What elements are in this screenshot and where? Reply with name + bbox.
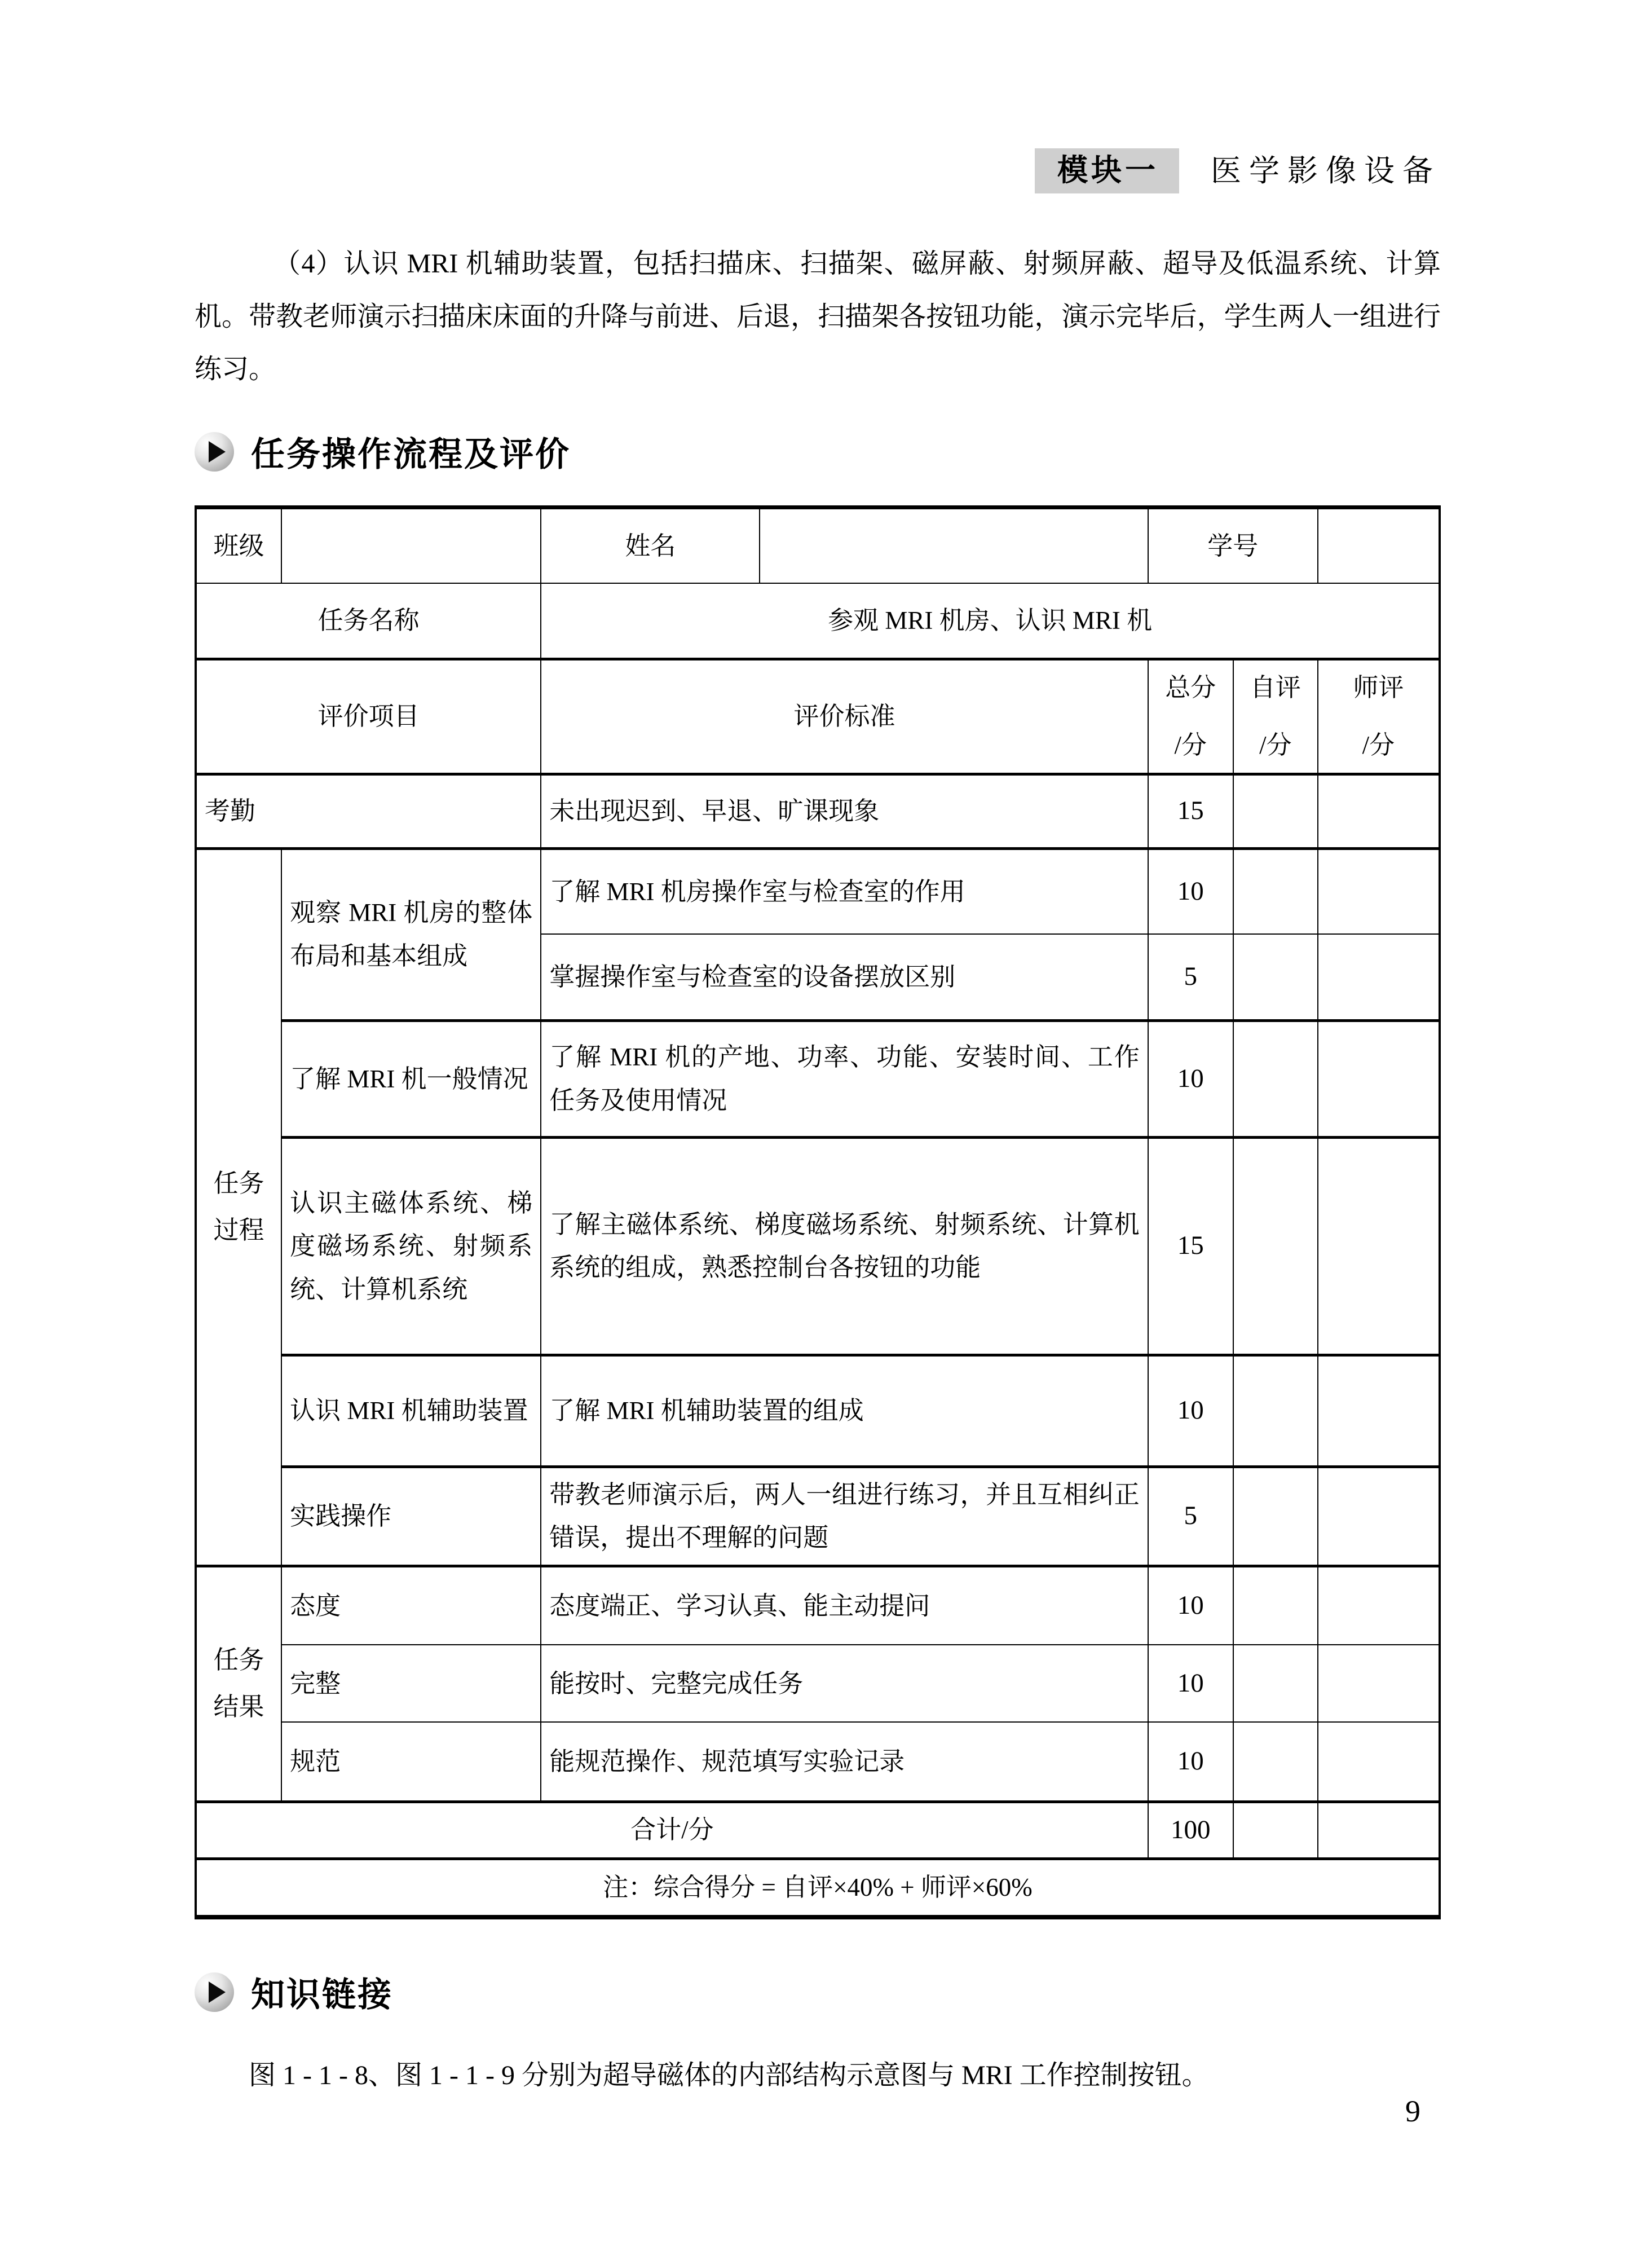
cell-item: 态度 (281, 1566, 541, 1645)
cell-self-blank (1233, 1137, 1318, 1355)
cell-score: 10 (1148, 1645, 1233, 1722)
row-process-systems (196, 1137, 1440, 1355)
cell-score: 10 (1148, 1355, 1233, 1467)
cell-criteria: 态度端正、学习认真、能主动提问 (541, 1566, 1148, 1645)
row-process-general (196, 1020, 1440, 1137)
cell-header-total (1148, 659, 1233, 774)
cell-criteria: 了解主磁体系统、梯度磁场系统、射频系统、计算机系统的组成，熟悉控制台各按钮的功能 (541, 1137, 1148, 1355)
header-self-line2: /分 (1259, 731, 1292, 760)
cell-self-blank (1233, 1566, 1318, 1645)
closing-paragraph: 图 1 - 1 - 8、图 1 - 1 - 9 分别为超导磁体的内部结构示意图与 MRI 工作控制按钮。 (249, 2060, 1209, 2091)
cell-item: 了解 MRI 机一般情况 (281, 1020, 541, 1137)
cell-task-name-value: 参观 MRI 机房、认识 MRI 机 (541, 583, 1440, 659)
cell-total-label: 合计/分 (196, 1802, 1148, 1859)
header-teacher-line1: 师评 (1353, 673, 1404, 702)
cell-attendance-self-blank (1233, 774, 1318, 848)
intro-paragraph: （4）认识 MRI 机辅助装置，包括扫描床、扫描架、磁屏蔽、射频屏蔽、超导及低温系统、计算机。带教老师演示扫描床床面的升降与前进、后退，扫描架各按钮功能，演示完毕后，学生两人一组进行练习。 (195, 249, 1441, 385)
cell-criteria: 掌握操作室与检查室的设备摆放区别 (541, 934, 1148, 1020)
cell-score: 10 (1148, 1566, 1233, 1645)
cell-score: 10 (1148, 1722, 1233, 1802)
cell-observe-item: 观察 MRI 机房的整体布局和基本组成 (281, 848, 541, 1020)
row-task-name (196, 583, 1440, 659)
header-total-line2: /分 (1174, 731, 1207, 760)
row-total (196, 1802, 1440, 1859)
cell-total-score: 100 (1148, 1802, 1233, 1859)
cell-teacher-blank (1318, 1355, 1440, 1467)
cell-criteria: 能按时、完整完成任务 (541, 1645, 1148, 1722)
header-teacher-line2: /分 (1362, 731, 1395, 760)
cell-task-name-label: 任务名称 (196, 583, 541, 659)
row-process-observe-1 (196, 848, 1440, 934)
cell-score: 10 (1148, 1020, 1233, 1137)
cell-teacher-blank (1318, 1722, 1440, 1802)
cell-self-blank (1233, 1722, 1318, 1802)
cell-attendance-criteria: 未出现迟到、早退、旷课现象 (541, 774, 1148, 848)
page-number: 9 (1405, 2094, 1420, 2128)
header-total-line1: 总分 (1165, 673, 1216, 702)
cell-teacher-blank (1318, 1137, 1440, 1355)
cell-header-criteria: 评价标准 (541, 659, 1148, 774)
header-self-line1: 自评 (1250, 673, 1301, 702)
cell-attendance-teacher-blank (1318, 774, 1440, 848)
row-student-info (196, 507, 1440, 583)
cell-header-self (1233, 659, 1318, 774)
cell-self-blank (1233, 1467, 1318, 1566)
row-note (196, 1859, 1440, 1917)
row-result-attitude (196, 1566, 1440, 1645)
cell-total-self-blank (1233, 1802, 1318, 1859)
cell-self-blank (1233, 1020, 1318, 1137)
cell-score: 15 (1148, 1137, 1233, 1355)
cell-class-label: 班级 (196, 507, 281, 583)
cell-item: 实践操作 (281, 1467, 541, 1566)
result-label: 任务结果 (213, 1646, 264, 1721)
cell-name-label: 姓名 (541, 507, 760, 583)
section-title-knowledge: 知识链接 (251, 1975, 393, 2015)
play-icon (195, 1972, 234, 2012)
cell-result-label (196, 1566, 281, 1802)
cell-attendance-item: 考勤 (196, 774, 541, 848)
cell-teacher-blank (1318, 1645, 1440, 1722)
cell-student-id-label: 学号 (1148, 507, 1318, 583)
row-attendance (196, 774, 1440, 848)
cell-self-blank (1233, 934, 1318, 1020)
play-icon (195, 432, 234, 472)
cell-process-label (196, 848, 281, 1566)
process-label: 任务过程 (213, 1169, 264, 1245)
cell-self-blank (1233, 1645, 1318, 1722)
cell-total-teacher-blank (1318, 1802, 1440, 1859)
cell-note: 注：综合得分 = 自评×40% + 师评×60% (196, 1859, 1440, 1917)
cell-name-blank (760, 507, 1148, 583)
cell-criteria: 带教老师演示后，两人一组进行练习，并且互相纠正错误，提出不理解的问题 (541, 1467, 1148, 1566)
cell-class-blank (281, 507, 541, 583)
cell-item: 认识主磁体系统、梯度磁场系统、射频系统、计算机系统 (281, 1137, 541, 1355)
cell-teacher-blank (1318, 1566, 1440, 1645)
cell-criteria: 了解 MRI 机房操作室与检查室的作用 (541, 848, 1148, 934)
cell-score: 5 (1148, 1467, 1233, 1566)
cell-criteria: 了解 MRI 机的产地、功率、功能、安装时间、工作任务及使用情况 (541, 1020, 1148, 1137)
row-process-auxiliary (196, 1355, 1440, 1467)
cell-teacher-blank (1318, 1020, 1440, 1137)
row-process-practice (196, 1467, 1440, 1566)
cell-attendance-score: 15 (1148, 774, 1233, 848)
row-result-standard (196, 1722, 1440, 1802)
cell-teacher-blank (1318, 848, 1440, 934)
module-title: 医学影像设备 (1211, 154, 1441, 188)
section-heading-evaluation (195, 428, 1441, 476)
evaluation-table (195, 505, 1441, 1919)
cell-item: 规范 (281, 1722, 541, 1802)
cell-score: 5 (1148, 934, 1233, 1020)
page-header (195, 148, 1441, 193)
section-heading-knowledge (195, 1968, 1441, 2016)
section-title-evaluation: 任务操作流程及评价 (251, 434, 571, 474)
row-result-complete (196, 1645, 1440, 1722)
cell-header-teacher (1318, 659, 1440, 774)
module-badge: 模块一 (1035, 148, 1179, 193)
cell-header-item: 评价项目 (196, 659, 541, 774)
cell-score: 10 (1148, 848, 1233, 934)
cell-self-blank (1233, 1355, 1318, 1467)
cell-teacher-blank (1318, 934, 1440, 1020)
cell-student-id-blank (1318, 507, 1440, 583)
cell-criteria: 了解 MRI 机辅助装置的组成 (541, 1355, 1148, 1467)
cell-teacher-blank (1318, 1467, 1440, 1566)
row-table-header (196, 659, 1440, 774)
cell-item: 完整 (281, 1645, 541, 1722)
cell-criteria: 能规范操作、规范填写实验记录 (541, 1722, 1148, 1802)
cell-self-blank (1233, 848, 1318, 934)
cell-item: 认识 MRI 机辅助装置 (281, 1355, 541, 1467)
